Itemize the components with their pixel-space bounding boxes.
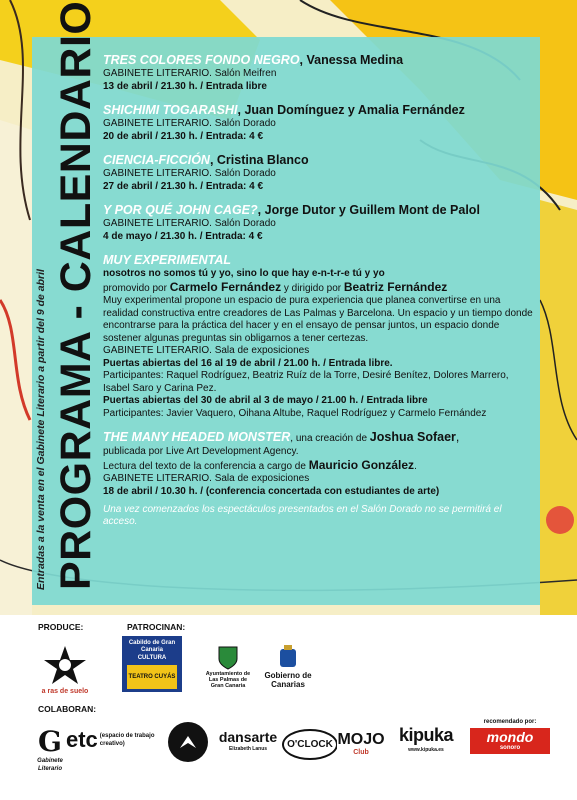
kipuka-logo: [390, 722, 462, 756]
event-reading: [103, 459, 533, 474]
mondo-sub: sonoro: [499, 745, 521, 751]
event-venue: GABINETE LITERARIO. Sala de exposiciones: [103, 345, 310, 356]
gobierno-text: Gobierno de Canarias: [264, 671, 312, 689]
oclock-logo: [285, 724, 335, 764]
ayuntamiento-logo: [203, 640, 253, 694]
mojo-logo: [337, 716, 385, 772]
teatro-badge: [127, 665, 177, 689]
gabinete-logo: [30, 722, 70, 778]
event-author: , Jorge Dutor y Guillem Mont de Palol: [257, 203, 480, 217]
oclock-text: O'CLOCK: [282, 729, 338, 760]
access-footnote: Una vez comenzados los espectáculos presentados en el Salón Dorado no se permitirá el acceso.: [103, 504, 502, 527]
event-title: CIENCIA-FICCIÓN: [103, 153, 210, 167]
ticket-note: Entradas a la venta en el Gabinete Literario a partir del 9 de abril: [35, 269, 47, 590]
event-venue: GABINETE LITERARIO. Salón Meifren: [103, 68, 277, 79]
credits-text: promovido por: [103, 282, 170, 294]
gabinete-emblem-icon: G: [38, 725, 62, 758]
mojo-sub: Club: [353, 749, 369, 756]
event-title: Y POR QUÉ JOHN CAGE?: [103, 203, 258, 217]
reader-name: Mauricio González: [308, 457, 415, 472]
event-subtitle: nosotros no somos tú y yo, sino lo que hay e-n-t-r-e tú y yo: [103, 268, 385, 279]
event-author: , Vanessa Medina: [299, 53, 404, 67]
credits-text: Lectura del texto de la conferencia a cargo de: [103, 460, 309, 472]
arasdesuelo-text: a ras de suelo: [41, 688, 89, 695]
cabildo-text: Cabildo de Gran Canaria: [128, 639, 176, 653]
event-date: 20 de abril / 21.30 h. / Entrada: 4 €: [103, 130, 264, 142]
event-item: [103, 53, 533, 93]
event-participants: Participantes: Raquel Rodríguez, Beatriz Ruíz de la Torre, Desiré Benítez, Dolores Marrero, Isabel Saro y Carina Pez.: [103, 370, 509, 394]
event-item-monster: [103, 430, 533, 498]
gobierno-logo: [258, 640, 318, 694]
event-item-experimental: [103, 253, 533, 420]
event-publisher: publicada por Live Art Development Agency.: [103, 446, 299, 457]
star-icon: [40, 644, 90, 686]
cultura-text: CULTURA: [137, 654, 167, 661]
patrocinan-label: PATROCINAN:: [127, 622, 186, 632]
credits-text: y dirigido por: [281, 282, 344, 294]
kipuka-sub: www.kipuka.es: [408, 746, 444, 753]
credits-text: , una creación de: [290, 433, 370, 444]
credits-text: ,: [455, 430, 460, 444]
event-author: , Cristina Blanco: [209, 153, 309, 167]
gabinete-text: Gabinete Literario: [37, 758, 63, 772]
event-item: [103, 153, 533, 193]
promoter-name: Carmelo Fernández: [169, 279, 282, 294]
etc-text: etc: [66, 727, 98, 752]
event-date: 13 de abril / 21.30 h. / Entrada libre: [103, 80, 267, 92]
event-venue: GABINETE LITERARIO. Sala de exposiciones: [103, 473, 310, 484]
event-participants: Participantes: Javier Vaquero, Oihana Altube, Raquel Rodríguez y Carmelo Fernández: [103, 407, 487, 419]
mondo-text: mondo: [486, 729, 534, 745]
etc-logo: [66, 722, 162, 758]
event-author: , Juan Domínguez y Amalia Fernández: [237, 103, 465, 117]
director-name: Beatriz Fernández: [343, 279, 448, 294]
event-description: Muy experimental propone un espacio de pura experiencia que planea convertirse en una realidad constructiva entre creadores de Las Palmas y Barcelona. Un espacio y un tiempo donde encontrarse para la práctica del hacer y en el ensayo de pensar juntos, un espacio donde sostener algunas preguntas sin obligarnos a tener certezas.: [103, 295, 533, 344]
event-credits: [103, 281, 533, 296]
credits-text: .: [414, 460, 417, 472]
event-date: 18 de abril / 10.30 h. / (conferencia concertada con estudiantes de arte): [103, 485, 440, 497]
event-date: Puertas abiertas del 30 de abril al 3 de mayo / 21.00 h. / Entrada libre: [103, 395, 428, 406]
event-item: [103, 103, 533, 143]
dansarte-logo: [214, 724, 282, 758]
crest-icon: [277, 645, 299, 671]
event-title: SHICHIMI TOGARASHI: [103, 103, 238, 117]
event-item: [103, 203, 533, 243]
arasdesuelo-logo: [30, 636, 100, 694]
bird-icon: [176, 730, 200, 754]
bird-logo: [168, 722, 208, 762]
event-title: TRES COLORES FONDO NEGRO: [103, 53, 300, 67]
shield-icon: [217, 645, 239, 671]
etc-sub: (espacio de trabajo creativo): [99, 733, 155, 747]
event-author: Joshua Sofaer: [369, 430, 456, 444]
event-venue: GABINETE LITERARIO. Salón Dorado: [103, 118, 276, 129]
event-date: Puertas abiertas del 16 al 19 de abril / 21.00 h. / Entrada libre.: [103, 357, 393, 369]
ayuntamiento-text: Ayuntamiento de Las Palmas de Gran Canaria: [205, 671, 251, 689]
events-list: [103, 53, 533, 528]
dansarte-sub: Elizabeth Lanus: [228, 746, 268, 752]
kipuka-text: kipuka: [398, 724, 454, 745]
event-date: 27 de abril / 21.30 h. / Entrada: 4 €: [103, 180, 264, 192]
event-date: 4 de mayo / 21.30 h. / Entrada: 4 €: [103, 230, 263, 242]
event-venue: GABINETE LITERARIO. Salón Dorado: [103, 218, 276, 229]
mojo-text: MOJO: [337, 731, 385, 748]
colaboran-label: COLABORAN:: [38, 704, 97, 714]
program-title: PROGRAMA - CALENDARIO: [52, 0, 100, 590]
event-title: THE MANY HEADED MONSTER: [103, 430, 291, 444]
teatro-text: TEATRO CUYÁS: [128, 673, 176, 680]
event-title: MUY EXPERIMENTAL: [103, 253, 232, 267]
mondo-logo: [470, 728, 550, 754]
cabildo-logo: [122, 636, 182, 692]
mondo-label: recomendado por:: [483, 719, 537, 725]
produce-label: PRODUCE:: [38, 622, 84, 632]
dansarte-text: dansarte: [218, 729, 278, 745]
event-venue: GABINETE LITERARIO. Salón Dorado: [103, 168, 276, 179]
